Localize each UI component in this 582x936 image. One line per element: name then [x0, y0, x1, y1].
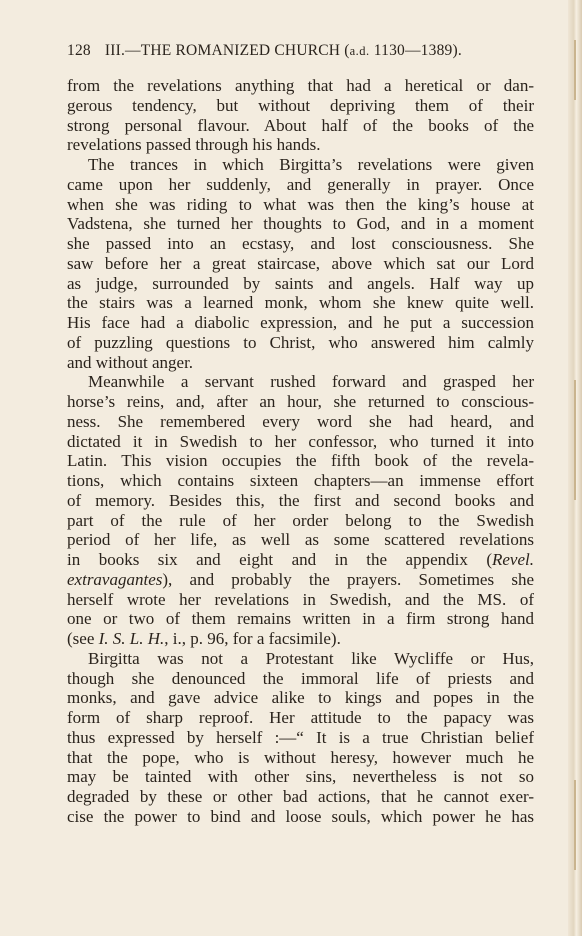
- text-line: she passed into an ecstasy, and lost consciousness. She: [67, 234, 534, 253]
- edge-mark: [574, 40, 576, 100]
- text-line: extravagantes), and probably the prayers. Sometimes she: [67, 569, 534, 589]
- text-line: one or two of them remains written in a firm strong hand: [67, 609, 534, 629]
- text-line: cise the power to bind and loose souls, which power he has: [67, 806, 534, 826]
- text-line: Latin. This vision occupies the fifth book of the revela-: [67, 451, 534, 471]
- text-line: form of sharp reproof. Her attitude to the papacy was: [67, 708, 534, 727]
- header-title-prefix: III.—THE ROMANIZED CHURCH (: [104, 42, 350, 59]
- text-line: period of her life, as well as some scattered revelations: [67, 530, 534, 550]
- text-line: ness. She remembered every word she had heard, and: [67, 411, 534, 431]
- text-line: saw before her a great staircase, above which sat our Lord: [67, 253, 534, 273]
- running-header: [67, 42, 537, 60]
- text-line: degraded by these or other bad actions, that he cannot exer-: [67, 787, 534, 806]
- text-line: as judge, surrounded by saints and angels. Half way up: [67, 273, 534, 293]
- edge-mark: [574, 780, 576, 870]
- text-line: though she denounced the immoral life of priests and: [67, 668, 534, 688]
- text-line: dictated it in Swedish to her confessor, who turned it into: [67, 431, 534, 451]
- page-edge: [568, 0, 582, 936]
- text-line: His face had a diabolic expression, and he put a succession: [67, 313, 534, 332]
- text-line: the stairs was a learned monk, whom she knew quite well.: [67, 293, 534, 313]
- text-line: and without anger.: [67, 352, 194, 372]
- header-title-suffix: 1130—1389).: [369, 42, 462, 59]
- text-line: revelations passed through his hands.: [67, 135, 321, 155]
- text-line: Meanwhile a servant rushed forward and grasped her: [88, 372, 534, 392]
- text-line: came upon her suddenly, and generally in prayer. Once: [67, 174, 534, 194]
- text-line: when she was riding to what was then the king’s house at: [67, 194, 534, 214]
- text-line: gerous tendency, but without depriving them of their: [67, 95, 534, 115]
- text-line: from the revelations anything that had a heretical or dan-: [67, 76, 534, 95]
- edge-mark: [574, 380, 576, 500]
- text-line: thus expressed by herself :—“ It is a true Christian belief: [67, 727, 534, 747]
- text-line: strong personal flavour. About half of the books of the: [67, 115, 534, 135]
- text-line: tions, which contains sixteen chapters—an immense effort: [67, 471, 534, 490]
- header-title-ad: a.d.: [349, 44, 370, 58]
- text-line: herself wrote her revelations in Swedish, and the MS. of: [67, 589, 534, 609]
- text-line: may be tainted with other sins, nevertheless is not so: [67, 767, 534, 787]
- text-line: horse’s reins, and, after an hour, she returned to conscious-: [67, 392, 534, 411]
- text-line: part of the rule of her order belong to the Swedish: [67, 510, 534, 530]
- text-line: Birgitta was not a Protestant like Wycliffe or Hus,: [88, 648, 534, 668]
- body-text: [67, 76, 534, 827]
- text-line: of memory. Besides this, the first and second books and: [67, 490, 534, 510]
- text-line: (see I. S. L. H., i., p. 96, for a facsimile).: [67, 629, 341, 648]
- text-line: that the pope, who is without heresy, however much he: [67, 747, 534, 767]
- text-line: of puzzling questions to Christ, who answered him calmly: [67, 332, 534, 352]
- text-line: monks, and gave advice alike to kings and popes in the: [67, 688, 534, 708]
- page-number: 128: [67, 42, 91, 59]
- text-line: Vadstena, she turned her thoughts to God, and in a moment: [67, 214, 534, 234]
- text-line: The trances in which Birgitta’s revelations were given: [88, 155, 534, 174]
- text-line: in books six and eight and in the appendix (Revel.: [67, 550, 534, 569]
